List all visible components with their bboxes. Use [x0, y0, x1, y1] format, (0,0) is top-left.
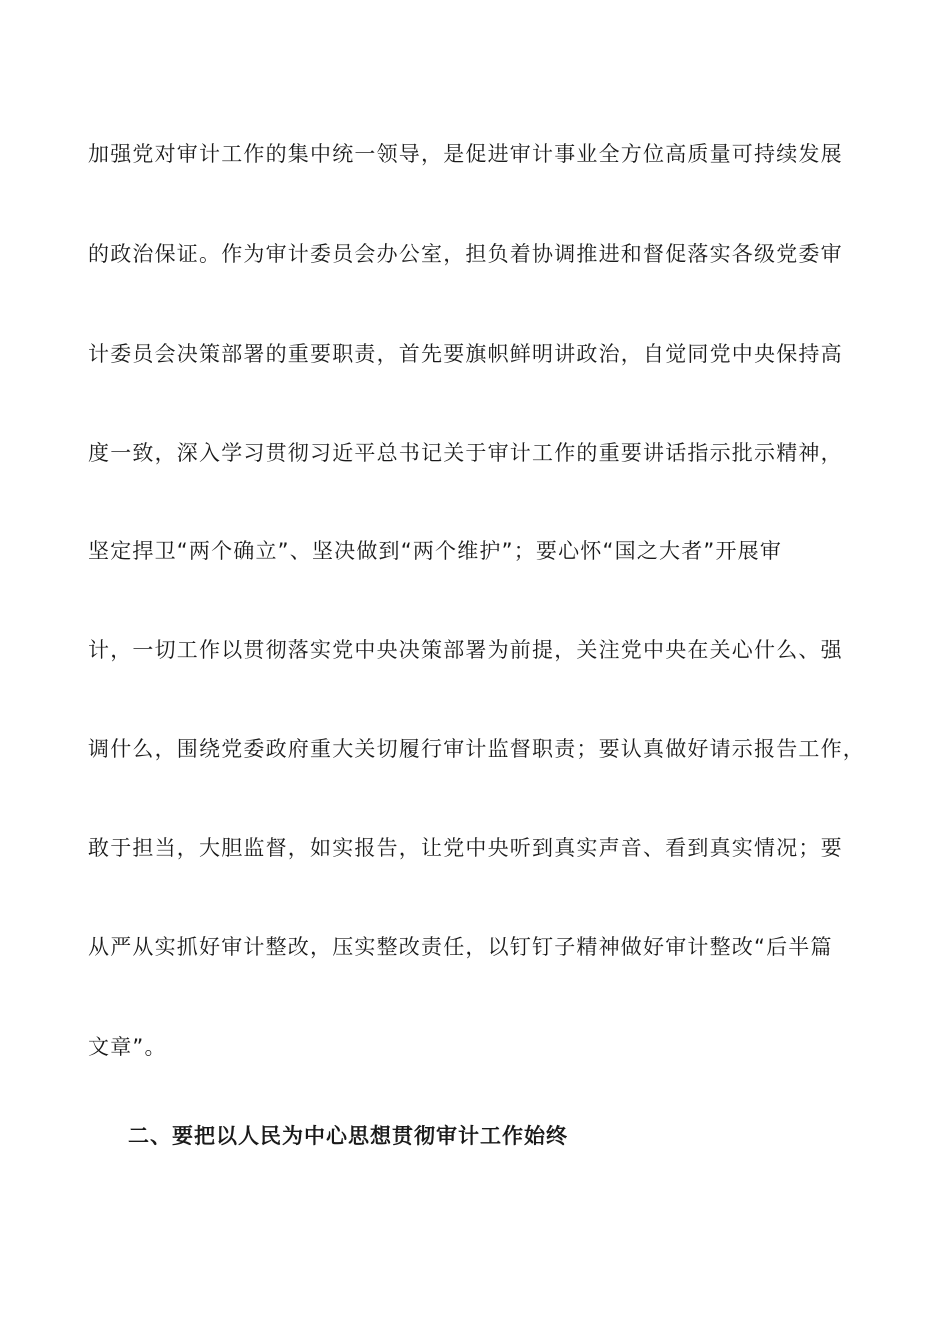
- paragraph-line: 计委员会决策部署的重要职责，首先要旗帜鲜明讲政治，自觉同党中央保持高: [88, 342, 843, 366]
- paragraph-line: 从严从实抓好审计整改，压实整改责任，以钉钉子精神做好审计整改“后半篇: [88, 935, 833, 959]
- paragraph-line: 坚定捍卫“两个确立”、坚决做到“两个维护”；要心怀“国之大者”开展审: [88, 539, 783, 563]
- paragraph-line: 敢于担当，大胆监督，如实报告，让党中央听到真实声音、看到真实情况；要: [88, 836, 843, 860]
- paragraph-line: 调什么，围绕党委政府重大关切履行审计监督职责；要认真做好请示报告工作，: [88, 737, 865, 761]
- paragraph-line: 计，一切工作以贯彻落实党中央决策部署为前提，关注党中央在关心什么、强: [88, 638, 843, 662]
- paragraph-line: 文章”。: [88, 1035, 167, 1059]
- paragraph-line: 度一致，深入学习贯彻习近平总书记关于审计工作的重要讲话指示批示精神，: [88, 441, 843, 465]
- section-heading: 二、要把以人民为中心思想贯彻审计工作始终: [128, 1124, 568, 1148]
- paragraph-line: 的政治保证。作为审计委员会办公室，担负着协调推进和督促落实各级党委审: [88, 242, 843, 266]
- paragraph-line: 加强党对审计工作的集中统一领导，是促进审计事业全方位高质量可持续发展: [88, 142, 843, 166]
